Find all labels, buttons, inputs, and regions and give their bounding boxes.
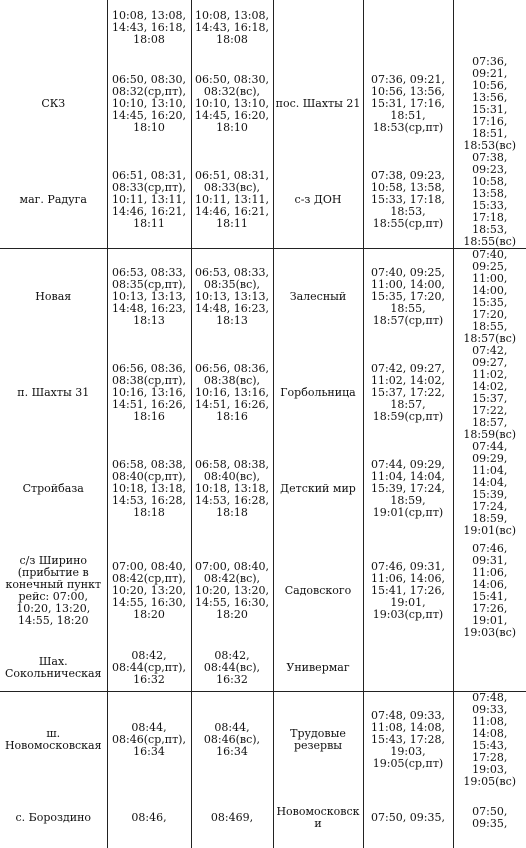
time-line: 15:35, 17:20, bbox=[472, 296, 508, 321]
stop-name-return: Садовского bbox=[273, 537, 363, 645]
time-line: 07:50, 09:35, bbox=[371, 810, 445, 824]
time-line: 18:08 bbox=[216, 33, 248, 46]
time-line: 15:39, 17:24, bbox=[472, 488, 508, 513]
time-line: 16:34 bbox=[216, 744, 248, 758]
times-outbound-weekend bbox=[191, 345, 273, 441]
times-return-weekend bbox=[453, 691, 526, 788]
stop-name-return: с-з ДОН bbox=[273, 152, 363, 249]
time-line: 18:53, bbox=[472, 223, 508, 236]
time-line: 15:41, 17:26, bbox=[371, 584, 445, 597]
time-line: 07:44, 09:29, bbox=[371, 458, 445, 471]
time-line: 14:51, 16:26, bbox=[112, 398, 186, 411]
time-line: 11:06, 14:06, bbox=[472, 566, 508, 591]
time-line: 08:469, bbox=[210, 810, 254, 824]
time-line: 15:43, 17:28, bbox=[472, 738, 508, 764]
times-outbound-weekday bbox=[107, 0, 191, 56]
stop-name-outbound: п. Шахты 31 bbox=[0, 345, 107, 441]
time-line: 18:55(вс) bbox=[463, 235, 517, 248]
time-line: 15:33, 17:18, bbox=[472, 199, 508, 224]
times-outbound-weekday bbox=[107, 249, 191, 346]
time-line: 07:36, 09:21, bbox=[472, 56, 508, 80]
time-line: 07:48, 09:33, bbox=[472, 691, 508, 716]
times-outbound-weekend bbox=[191, 645, 273, 691]
times-outbound-weekday bbox=[107, 645, 191, 691]
time-line: 10:58, 13:58, bbox=[472, 175, 508, 200]
times-outbound-weekday bbox=[107, 537, 191, 645]
time-line: 19:01(вс) bbox=[463, 524, 517, 537]
times-outbound-weekend bbox=[191, 152, 273, 249]
table-row bbox=[0, 0, 526, 56]
times-outbound-weekend bbox=[191, 0, 273, 56]
time-line: 18:59(вс) bbox=[463, 428, 517, 441]
time-line: 19:03(ср,пт) bbox=[372, 608, 444, 621]
time-line: 07:44, 09:29, bbox=[472, 441, 508, 465]
time-line: 11:06, 14:06, bbox=[371, 572, 445, 585]
time-line: 07:40, 09:25, bbox=[371, 266, 445, 279]
time-line: 07:00, 08:40, bbox=[112, 560, 186, 573]
time-line: 10:16, 13:16, bbox=[112, 386, 186, 399]
time-line: 14:45, 16:20, bbox=[195, 109, 269, 122]
time-line: 11:02, 14:02, bbox=[472, 368, 508, 393]
time-line: 08:42, bbox=[214, 648, 250, 662]
time-line: 14:55, 16:30, bbox=[112, 596, 186, 609]
time-line: 15:37, 17:22, bbox=[371, 386, 445, 399]
time-line: 18:11 bbox=[133, 217, 165, 230]
time-line: 18:59, bbox=[390, 494, 426, 507]
time-line: 14:55, 16:30, bbox=[195, 596, 269, 609]
time-line: 18:53(ср,пт) bbox=[372, 121, 444, 134]
time-line: 19:03(вс) bbox=[463, 626, 517, 639]
time-line: 19:03, bbox=[390, 744, 426, 758]
time-line: 08:32(вс), bbox=[203, 85, 261, 98]
time-line: 14:53, 16:28, bbox=[195, 494, 269, 507]
times-return-weekday bbox=[363, 441, 453, 537]
time-line: 06:50, 08:30, bbox=[195, 73, 269, 86]
stop-name-outbound bbox=[0, 0, 107, 56]
times-return-weekend bbox=[453, 56, 526, 152]
time-line: 10:58, 13:58, bbox=[371, 181, 445, 194]
times-outbound-weekday bbox=[107, 691, 191, 788]
stop-name-outbound: маг. Радуга bbox=[0, 152, 107, 249]
time-line: 06:50, 08:30, bbox=[112, 73, 186, 86]
time-line: 07:50, 09:35, bbox=[472, 804, 508, 830]
time-line: 10:08, 13:08, bbox=[195, 9, 269, 22]
time-line: 06:58, 08:38, bbox=[195, 458, 269, 471]
time-line: 11:02, 14:02, bbox=[371, 374, 445, 387]
time-line: 18:59(ср,пт) bbox=[372, 410, 444, 423]
time-line: 18:55, bbox=[390, 302, 426, 315]
time-line: 08:32(ср,пт), bbox=[112, 85, 186, 98]
times-return-weekday bbox=[363, 152, 453, 249]
time-line: 06:51, 08:31, bbox=[195, 169, 269, 182]
time-line: 11:04, 14:04, bbox=[472, 464, 508, 489]
time-line: 18:16 bbox=[216, 410, 248, 423]
time-line: 07:46, 09:31, bbox=[472, 542, 508, 567]
time-line: 10:11, 13:11, bbox=[195, 193, 269, 206]
time-line: 08:46, bbox=[131, 810, 167, 824]
time-line: 07:38, 09:23, bbox=[472, 152, 508, 176]
stop-name-return: Универмаг bbox=[273, 645, 363, 691]
times-return-weekday bbox=[363, 645, 453, 691]
time-line: 14:53, 16:28, bbox=[112, 494, 186, 507]
times-return-weekend bbox=[453, 788, 526, 848]
time-line: 10:56, 13:56, bbox=[472, 79, 508, 104]
time-line: 08:35(ср,пт), bbox=[112, 278, 186, 291]
time-line: 08:42(вс), bbox=[203, 572, 261, 585]
time-line: 16:32 bbox=[216, 672, 248, 686]
table-row bbox=[0, 345, 526, 441]
times-outbound-weekend bbox=[191, 788, 273, 848]
times-return-weekend bbox=[453, 0, 526, 56]
stop-name-outbound: СКЗ bbox=[0, 56, 107, 152]
time-line: 08:40(ср,пт), bbox=[112, 470, 186, 483]
times-return-weekend bbox=[453, 345, 526, 441]
stop-name-return: пос. Шахты 21 bbox=[273, 56, 363, 152]
time-line: 15:33, 17:18, bbox=[371, 193, 445, 206]
time-line: 08:44, bbox=[214, 720, 250, 734]
time-line: 07:42, 09:27, bbox=[472, 345, 508, 369]
stop-name-outbound: ш. Новомосковская bbox=[0, 691, 107, 788]
time-line: 14:46, 16:21, bbox=[195, 205, 269, 218]
time-line: 19:05(вс) bbox=[463, 774, 517, 788]
time-line: 06:53, 08:33, bbox=[195, 266, 269, 279]
time-line: 08:38(ср,пт), bbox=[112, 374, 186, 387]
time-line: 06:56, 08:36, bbox=[195, 362, 269, 375]
time-line: 08:42(ср,пт), bbox=[112, 572, 186, 585]
time-line: 18:57, bbox=[472, 416, 508, 429]
time-line: 15:35, 17:20, bbox=[371, 290, 445, 303]
time-line: 16:32 bbox=[133, 672, 165, 686]
time-line: 10:18, 13:18, bbox=[195, 482, 269, 495]
time-line: 19:01, bbox=[390, 596, 426, 609]
time-line: 14:48, 16:23, bbox=[112, 302, 186, 315]
times-return-weekday bbox=[363, 345, 453, 441]
time-line: 18:57(ср,пт) bbox=[372, 314, 444, 327]
time-line: 14:48, 16:23, bbox=[195, 302, 269, 315]
time-line: 06:53, 08:33, bbox=[112, 266, 186, 279]
time-line: 08:44, bbox=[131, 720, 167, 734]
times-return-weekday bbox=[363, 537, 453, 645]
stop-name-return: Горбольница bbox=[273, 345, 363, 441]
time-line: 15:43, 17:28, bbox=[371, 732, 445, 746]
table-row bbox=[0, 56, 526, 152]
time-line: 15:41, 17:26, bbox=[472, 590, 508, 615]
time-line: 18:13 bbox=[216, 314, 248, 327]
time-line: 06:58, 08:38, bbox=[112, 458, 186, 471]
stop-name-return bbox=[273, 0, 363, 56]
time-line: 07:00, 08:40, bbox=[195, 560, 269, 573]
table-row bbox=[0, 537, 526, 645]
time-line: 18:57, bbox=[390, 398, 426, 411]
times-outbound-weekend bbox=[191, 537, 273, 645]
times-outbound-weekend bbox=[191, 249, 273, 346]
time-line: 08:44(ср,пт), bbox=[112, 660, 186, 674]
time-line: 16:34 bbox=[133, 744, 165, 758]
times-outbound-weekend bbox=[191, 56, 273, 152]
time-line: 10:10, 13:10, bbox=[112, 97, 186, 110]
times-return-weekend bbox=[453, 249, 526, 346]
time-line: 07:38, 09:23, bbox=[371, 169, 445, 182]
time-line: 18:16 bbox=[133, 410, 165, 423]
time-line: 08:33(вс), bbox=[203, 181, 261, 194]
times-return-weekday bbox=[363, 56, 453, 152]
times-return-weekday bbox=[363, 788, 453, 848]
time-line: 18:59, bbox=[472, 512, 508, 525]
time-line: 18:11 bbox=[216, 217, 248, 230]
times-return-weekday bbox=[363, 249, 453, 346]
time-line: 11:08, 14:08, bbox=[472, 714, 508, 740]
time-line: 18:13 bbox=[133, 314, 165, 327]
time-line: 18:20 bbox=[216, 608, 248, 621]
times-return-weekend bbox=[453, 152, 526, 249]
time-line: 14:45, 16:20, bbox=[112, 109, 186, 122]
time-line: 07:40, 09:25, bbox=[472, 248, 508, 273]
time-line: 18:57(вс) bbox=[463, 332, 517, 345]
times-return-weekend bbox=[453, 537, 526, 645]
time-line: 07:48, 09:33, bbox=[371, 708, 445, 722]
time-line: 10:16, 13:16, bbox=[195, 386, 269, 399]
times-outbound-weekday bbox=[107, 56, 191, 152]
time-line: 08:46(вс), bbox=[203, 732, 261, 746]
time-line: 08:33(ср,пт), bbox=[112, 181, 186, 194]
stop-name-return: Трудовые резервы bbox=[273, 691, 363, 788]
time-line: 11:04, 14:04, bbox=[371, 470, 445, 483]
time-line: 07:46, 09:31, bbox=[371, 560, 445, 573]
times-return-weekday bbox=[363, 691, 453, 788]
time-line: 11:00, 14:00, bbox=[472, 272, 508, 297]
time-line: 14:46, 16:21, bbox=[112, 205, 186, 218]
time-line: 07:42, 09:27, bbox=[371, 362, 445, 375]
time-line: 15:39, 17:24, bbox=[371, 482, 445, 495]
table-row bbox=[0, 691, 526, 788]
time-line: 14:43, 16:18, bbox=[195, 21, 269, 34]
stop-name-outbound: Новая bbox=[0, 249, 107, 346]
time-line: 14:43, 16:18, bbox=[112, 21, 186, 34]
time-line: 15:37, 17:22, bbox=[472, 392, 508, 417]
time-line: 10:20, 13:20, bbox=[195, 584, 269, 597]
stop-name-outbound: Стройбаза bbox=[0, 441, 107, 537]
time-line: 18:10 bbox=[133, 121, 165, 134]
stop-name-outbound: Шах. Сокольническая bbox=[0, 645, 107, 691]
time-line: 10:56, 13:56, bbox=[371, 85, 445, 98]
time-line: 19:05(ср,пт) bbox=[372, 756, 444, 770]
times-return-weekday bbox=[363, 0, 453, 56]
time-line: 14:51, 16:26, bbox=[195, 398, 269, 411]
times-outbound-weekday bbox=[107, 441, 191, 537]
time-line: 08:38(вс), bbox=[203, 374, 261, 387]
time-line: 18:08 bbox=[133, 33, 165, 46]
table-row bbox=[0, 645, 526, 691]
time-line: 08:35(вс), bbox=[203, 278, 261, 291]
time-line: 15:31, 17:16, bbox=[472, 103, 508, 128]
time-line: 08:40(вс), bbox=[203, 470, 261, 483]
time-line: 08:44(вс), bbox=[203, 660, 261, 674]
time-line: 18:51, bbox=[472, 127, 508, 140]
time-line: 18:53(вс) bbox=[463, 139, 517, 152]
times-outbound-weekend bbox=[191, 441, 273, 537]
stop-name-outbound: с/з Ширино (прибытие в конечный пункт рейс: 07:00, 10:20, 13:20, 14:55, 18:20 bbox=[0, 537, 107, 645]
time-line: 18:51, bbox=[390, 109, 426, 122]
time-line: 18:55(ср,пт) bbox=[372, 217, 444, 230]
table-row bbox=[0, 788, 526, 848]
time-line: 19:01(ср,пт) bbox=[372, 506, 444, 519]
time-line: 19:03, bbox=[472, 762, 508, 776]
times-return-weekend bbox=[453, 441, 526, 537]
table-row bbox=[0, 441, 526, 537]
time-line: 06:56, 08:36, bbox=[112, 362, 186, 375]
times-outbound-weekday bbox=[107, 152, 191, 249]
time-line: 18:18 bbox=[133, 506, 165, 519]
time-line: 15:31, 17:16, bbox=[371, 97, 445, 110]
times-outbound-weekday bbox=[107, 788, 191, 848]
time-line: 18:20 bbox=[133, 608, 165, 621]
times-outbound-weekday bbox=[107, 345, 191, 441]
time-line: 10:13, 13:13, bbox=[112, 290, 186, 303]
stop-name-return: Залесный bbox=[273, 249, 363, 346]
time-line: 19:01, bbox=[472, 614, 508, 627]
time-line: 10:11, 13:11, bbox=[112, 193, 186, 206]
time-line: 18:18 bbox=[216, 506, 248, 519]
times-outbound-weekend bbox=[191, 691, 273, 788]
time-line: 11:08, 14:08, bbox=[371, 720, 445, 734]
table-row bbox=[0, 152, 526, 249]
time-line: 10:10, 13:10, bbox=[195, 97, 269, 110]
time-line: 10:20, 13:20, bbox=[112, 584, 186, 597]
time-line: 08:42, bbox=[131, 648, 167, 662]
time-line: 11:00, 14:00, bbox=[371, 278, 445, 291]
time-line: 18:55, bbox=[472, 320, 508, 333]
stop-name-return: Детский мир bbox=[273, 441, 363, 537]
time-line: 07:36, 09:21, bbox=[371, 73, 445, 86]
time-line: 08:46(ср,пт), bbox=[112, 732, 186, 746]
time-line: 06:51, 08:31, bbox=[112, 169, 186, 182]
time-line: 10:18, 13:18, bbox=[112, 482, 186, 495]
time-line: 10:08, 13:08, bbox=[112, 9, 186, 22]
time-line: 18:10 bbox=[216, 121, 248, 134]
stop-name-return: Новомосковски bbox=[273, 788, 363, 848]
table-row bbox=[0, 249, 526, 346]
stop-name-outbound: с. Бороздино bbox=[0, 788, 107, 848]
time-line: 18:53, bbox=[390, 205, 426, 218]
times-return-weekend bbox=[453, 645, 526, 691]
time-line: 10:13, 13:13, bbox=[195, 290, 269, 303]
